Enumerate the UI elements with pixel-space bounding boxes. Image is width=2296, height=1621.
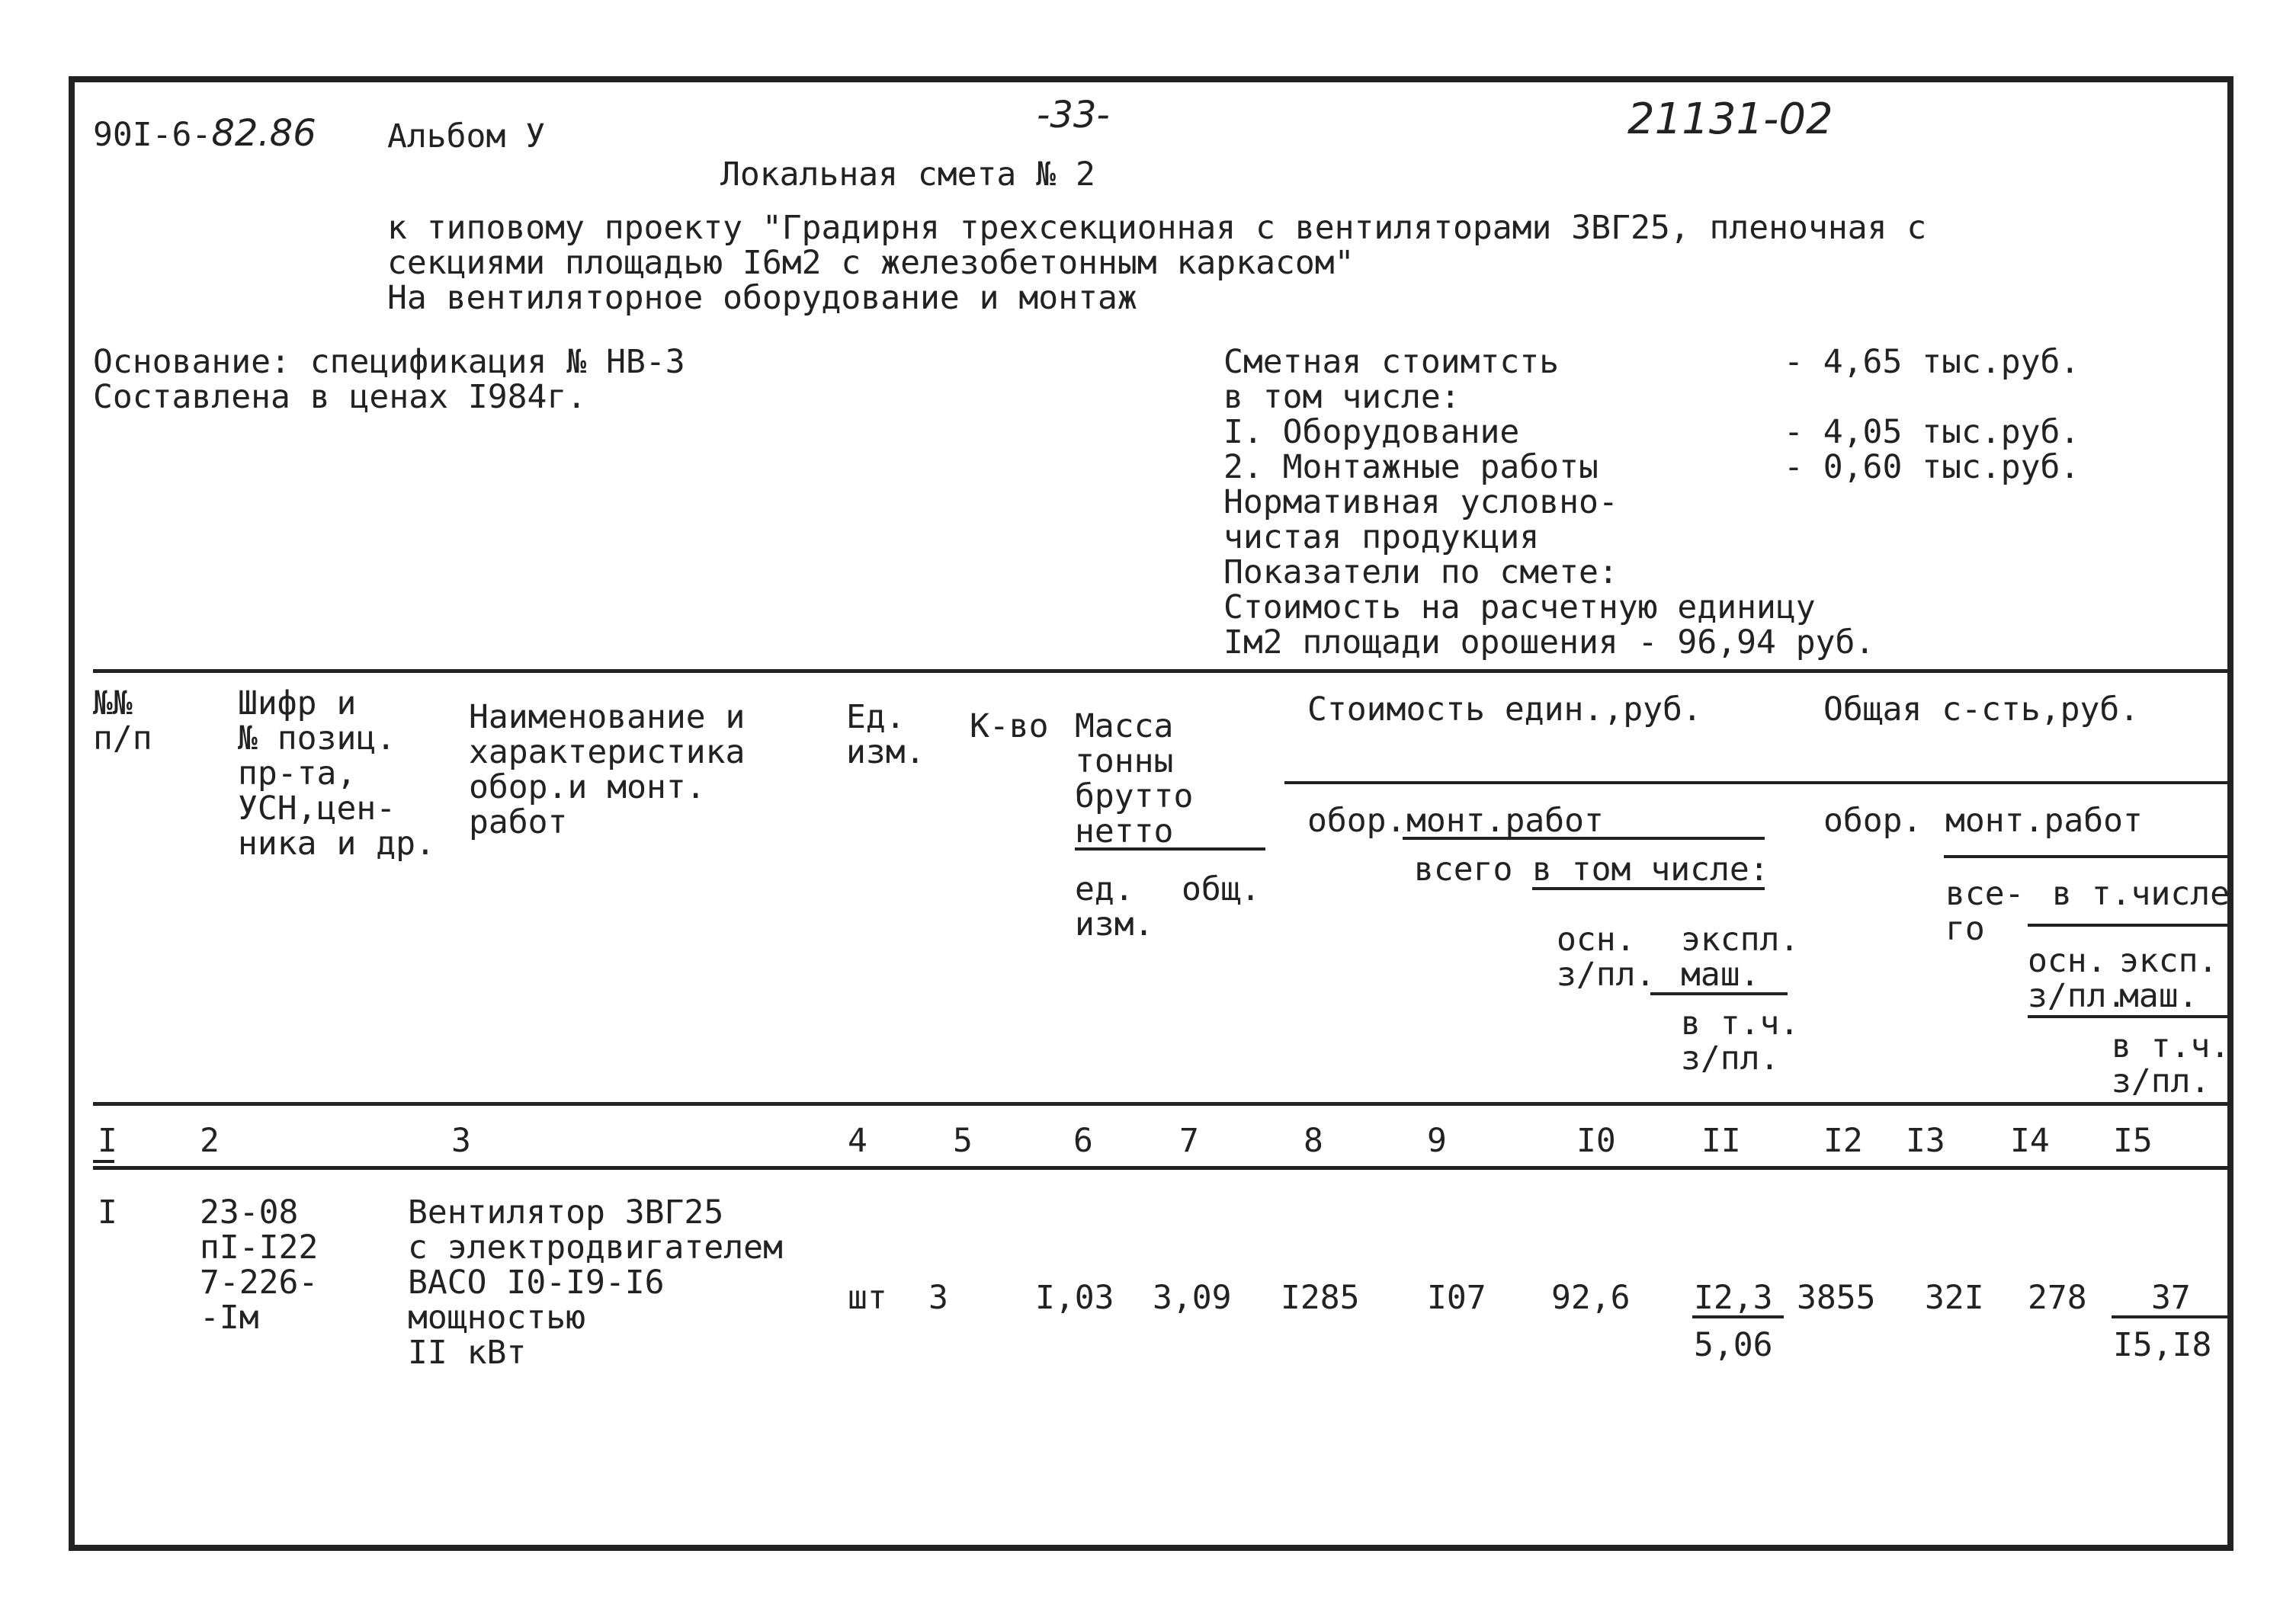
col3-header-line: обор.и монт.: [469, 768, 706, 806]
cost-line: Сметная стоимтсть: [1223, 343, 1560, 381]
column-number: I2: [1823, 1122, 1863, 1160]
unit-equip-header: обор.: [1307, 802, 1406, 840]
album-label: Альбом У: [387, 117, 546, 155]
row-description-line: ВАСО I0-I9-I6: [408, 1264, 665, 1302]
column-number: I5: [2113, 1122, 2153, 1160]
unit-vtch-header-line: з/пл.: [1681, 1040, 1780, 1078]
cost-equipment-value: - 4,05 тыс.руб.: [1784, 413, 2080, 451]
column-number: 6: [1073, 1122, 1093, 1160]
total-equip-header: обор.: [1823, 802, 1922, 840]
mass-unit-header-line: изм.: [1075, 905, 1154, 943]
col1-header-line: №№: [93, 684, 133, 722]
col2-header: [238, 686, 435, 861]
unit-cost-header: Стоимость един.,руб.: [1307, 690, 1702, 729]
total-mont-underline: [1944, 855, 2233, 858]
unit-eksp-header: [1681, 922, 1799, 992]
column-number: I4: [2010, 1122, 2050, 1160]
column-number: 9: [1427, 1122, 1447, 1160]
mass-unit-header: [1075, 872, 1154, 942]
column-number: 7: [1179, 1122, 1199, 1160]
row-code: [200, 1195, 318, 1335]
unit-all-header: всего: [1414, 851, 1513, 889]
cost-line: чистая продукция: [1223, 518, 1540, 556]
basis-block: [93, 344, 685, 415]
mass-total-header: общ.: [1182, 870, 1261, 908]
row-description-line: мощностью: [408, 1299, 585, 1337]
estimate-subtitle: [387, 210, 1926, 316]
column-number: II: [1701, 1122, 1741, 1160]
column-number: I3: [1906, 1122, 1945, 1160]
page-number: -33-: [1037, 94, 1110, 136]
total-mont-header: монт.работ: [1945, 802, 2143, 840]
total-all-header-line: все-: [1945, 875, 2025, 913]
row-code-line: пI-I22: [200, 1229, 319, 1267]
col2-header-line: № позиц.: [238, 719, 396, 758]
cost-line: Нормативная условно-: [1223, 483, 1618, 521]
document-number: 21131-02: [1627, 95, 1833, 144]
row-number: I: [98, 1193, 117, 1232]
unit-eksp-header-line: маш.: [1681, 956, 1760, 994]
row-code-line: 23-08: [200, 1193, 299, 1232]
cost-mounting-value: - 0,60 тыс.руб.: [1784, 448, 2080, 486]
col3-header-line: работ: [469, 803, 568, 841]
unit-mont-underline: [1403, 837, 1765, 840]
col4-header-line: Ед.: [846, 698, 906, 736]
row-description-line: Вентилятор ЗВГ25: [408, 1193, 724, 1232]
unit-eksp-underline: [1650, 992, 1788, 995]
row-description-line: II кВт: [408, 1334, 527, 1372]
row-code-line: 7-226-: [200, 1264, 319, 1302]
total-osn-header-line: осн.: [2028, 942, 2107, 980]
col1-header: [93, 686, 152, 756]
total-eksp-header-line: маш.: [2119, 977, 2198, 1015]
unit-incl-underline: [1532, 887, 1765, 890]
total-all-header: [1945, 876, 2025, 947]
subtitle-line: секциями площадью I6м2 с железобетонным каркасом": [387, 244, 1355, 282]
mass-unit-header-line: ед.: [1075, 870, 1134, 908]
row-mounting-total-wages: 278: [2028, 1279, 2087, 1317]
total-eksp-header: [2119, 943, 2217, 1014]
unit-osn-header-line: з/пл.: [1557, 956, 1656, 994]
row-description: [408, 1195, 783, 1370]
col4-header-line: изм.: [846, 733, 925, 771]
row-equipment-total: 3855: [1797, 1279, 1876, 1317]
row-machine-wages: 5,06: [1694, 1326, 1773, 1364]
column-number: I: [98, 1122, 117, 1160]
column-number: I0: [1576, 1122, 1616, 1160]
header-code-handwritten: 82.86: [211, 112, 316, 155]
col5-header: К-во: [970, 707, 1049, 745]
total-incl-underline: [2028, 924, 2233, 927]
total-cost-header: Общая с-сть,руб.: [1823, 690, 2140, 729]
column-number: 8: [1304, 1122, 1323, 1160]
unit-eksp-header-line: экспл.: [1681, 921, 1800, 959]
cost-summary: [1223, 344, 1874, 660]
cost-line: I. Оборудование: [1223, 413, 1520, 451]
total-osn-header: [2028, 943, 2126, 1014]
unit-osn-header: [1557, 922, 1655, 992]
total-eksp-underline: [2028, 1015, 2233, 1018]
row-mass-total: 3,09: [1153, 1279, 1232, 1317]
mass-header-line: тонны: [1075, 742, 1174, 780]
numbering-top-rule: [93, 1102, 2233, 1106]
row-quantity: 3: [928, 1279, 948, 1317]
col2-header-line: Шифр и: [238, 684, 357, 722]
total-all-header-line: го: [1945, 910, 1985, 948]
col3-header-line: Наименование и: [469, 698, 746, 736]
basis-line: Основание: спецификация № НВ-3: [93, 343, 685, 381]
mass-header: [1075, 709, 1193, 849]
col3-header: [469, 700, 745, 840]
cost-line: Показатели по смете:: [1223, 553, 1618, 591]
row-mounting-total: 32I: [1925, 1279, 1984, 1317]
estimate-title: Локальная смета № 2: [720, 155, 1095, 194]
total-eksp-header-line: эксп.: [2119, 942, 2218, 980]
unit-cost-rule: [1284, 781, 2233, 784]
mass-header-line: нетто: [1075, 812, 1174, 851]
row-machine-cost: I2,3: [1694, 1279, 1773, 1317]
row-description-line: с электродвигателем: [408, 1229, 783, 1267]
col2-header-line: пр-та,: [238, 754, 357, 793]
row-machine-total-underline: [2112, 1315, 2233, 1318]
subtitle-line: На вентиляторное оборудование и монтаж: [387, 279, 1137, 317]
row-mass-unit: I,03: [1035, 1279, 1114, 1317]
total-incl-header: в т.числе: [2052, 875, 2230, 913]
unit-incl-header: в том числе:: [1532, 851, 1769, 889]
col4-header: [846, 700, 925, 770]
unit-vtch-header: [1681, 1006, 1799, 1076]
cost-total-value: - 4,65 тыс.руб.: [1784, 343, 2080, 381]
cost-line: 2. Монтажные работы: [1223, 448, 1599, 486]
mass-header-line: брутто: [1075, 777, 1194, 815]
basis-line: Составлена в ценах I984г.: [93, 378, 587, 416]
row-mounting-wages: 92,6: [1551, 1279, 1631, 1317]
total-vtch-header-line: в т.ч.: [2112, 1027, 2230, 1065]
cost-line: Стоимость на расчетную единицу: [1223, 588, 1816, 626]
unit-vtch-header-line: в т.ч.: [1681, 1004, 1800, 1043]
column-number: 3: [451, 1122, 471, 1160]
cost-line: в том числе:: [1223, 378, 1461, 416]
column-number: 2: [200, 1122, 220, 1160]
table-top-rule: [93, 669, 2233, 673]
column-number-underline: [93, 1160, 114, 1163]
column-number: 4: [848, 1122, 867, 1160]
row-unit: шт: [848, 1279, 887, 1317]
row-machine-total: 37: [2151, 1279, 2191, 1317]
header-code-prefix: 90I-6-: [93, 116, 212, 154]
col1-header-line: п/п: [93, 719, 152, 758]
col3-header-line: характеристика: [469, 733, 746, 771]
subtitle-line: к типовому проекту "Градирня трехсекционная с вентиляторами ЗВГ25, пленочная с: [387, 209, 1927, 247]
unit-osn-header-line: осн.: [1557, 921, 1636, 959]
mass-underline: [1075, 847, 1265, 851]
column-number: 5: [953, 1122, 973, 1160]
row-machine-cost-underline: [1692, 1315, 1784, 1318]
row-equipment-unit-cost: I285: [1281, 1279, 1360, 1317]
header-code: [93, 112, 316, 155]
mass-header-line: Масса: [1075, 707, 1174, 745]
col2-header-line: ника и др.: [238, 825, 435, 863]
col2-header-line: УСН,цен-: [238, 790, 396, 828]
numbering-bottom-rule: [93, 1166, 2233, 1170]
cost-line: Iм2 площади орошения - 96,94 руб.: [1223, 623, 1875, 662]
row-machine-total-wages: I5,I8: [2113, 1326, 2212, 1364]
unit-mont-header: монт.работ: [1406, 802, 1604, 840]
total-osn-header-line: з/пл.: [2028, 977, 2127, 1015]
row-code-line: -Iм: [200, 1299, 259, 1337]
total-vtch-header-line: з/пл.: [2112, 1062, 2211, 1100]
row-mounting-unit-cost: I07: [1427, 1279, 1486, 1317]
total-vtch-header: [2112, 1029, 2230, 1099]
